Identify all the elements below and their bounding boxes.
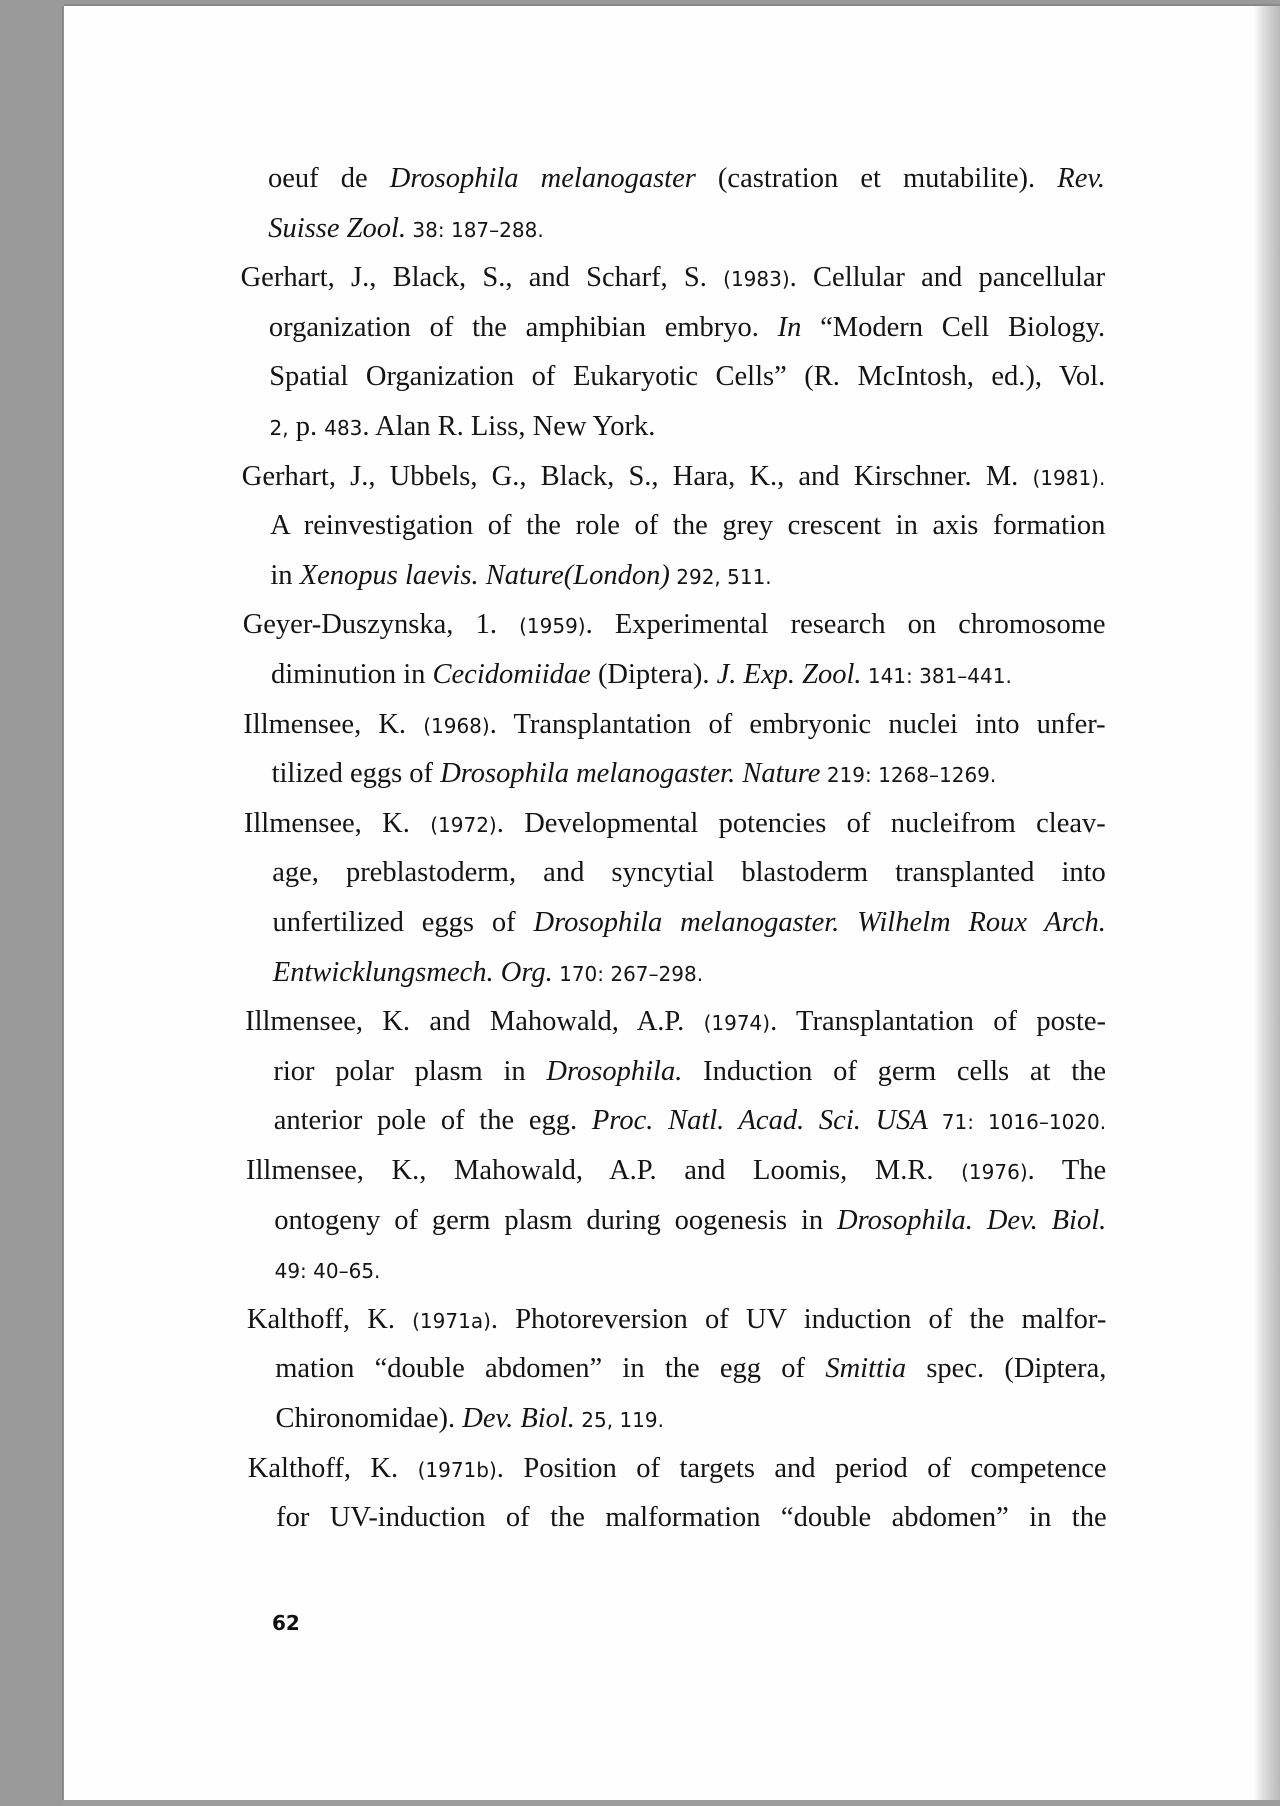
numeral-text: (1983) (723, 267, 790, 292)
text: . Transplantation of embryonic nuclei into unfer- (489, 708, 1106, 740)
numeral-text: 71: 1016–1020. (927, 1110, 1107, 1135)
numeral-text: (1968) (423, 713, 490, 738)
numeral-text: 49: 40–65. (274, 1259, 381, 1284)
text: diminution in (271, 659, 433, 690)
reference-entry-line (273, 906, 1106, 940)
reference-entry-line (276, 1402, 1107, 1437)
reference-entry-line (276, 1501, 1107, 1535)
italic-text: In (777, 311, 802, 343)
text: . Developmental potencies of nucleifrom cleav- (496, 807, 1106, 839)
text: Kalthoff, K. (247, 1452, 418, 1484)
italic-text: Xenopus laevis. Nature(London) (299, 559, 670, 591)
reference-entry-first-line (244, 807, 1106, 842)
numeral-text: 38: 187–288. (406, 217, 544, 242)
text: p. (288, 411, 325, 442)
text: anterior pole of the egg. (273, 1105, 592, 1137)
text: . Alan R. Liss, New York. (362, 411, 656, 442)
reference-entry-line (275, 1253, 1107, 1288)
reference-entry-first-line (245, 1005, 1106, 1040)
text: Chironomidae). (275, 1403, 463, 1434)
numeral-text: (1972) (430, 812, 497, 837)
text: Geyer-Duszynska, 1. (242, 609, 520, 641)
reference-entry-line (270, 410, 1106, 445)
numeral-text: 141: 381–441. (861, 664, 1012, 688)
italic-text: Drosophila melanogaster. Nature (440, 758, 821, 790)
text: unfertilized eggs of (272, 907, 534, 938)
text: organization of the amphibian embryo. (268, 311, 778, 343)
reference-entry-line (270, 509, 1105, 543)
page-bottom-edge (62, 1800, 1280, 1806)
italic-text: Drosophila. (546, 1055, 683, 1087)
page-edge-shadow (1254, 6, 1280, 1802)
text: . Cellular and pancellular (789, 262, 1106, 294)
reference-entry-line (268, 162, 1105, 196)
italic-text: Dev. Biol. (462, 1403, 575, 1434)
reference-entry-line (269, 311, 1105, 345)
numeral-text: 25, 119. (574, 1408, 664, 1432)
text: . Position of targets and period of competence (496, 1452, 1107, 1484)
reference-entry-first-line (246, 1154, 1106, 1189)
italic-text: Drosophila melanogaster (389, 163, 696, 194)
numeral-text: (1971b) (417, 1457, 497, 1482)
text: mation “double abdomen” in the egg of (275, 1353, 826, 1385)
reference-entry-line (275, 1352, 1106, 1386)
numeral-text: (1976) (961, 1160, 1028, 1184)
text: Illmensee, K. (243, 807, 431, 839)
reference-entry-line (273, 1055, 1106, 1089)
reference-entry-line (274, 1204, 1106, 1238)
text: Induction of germ cells at the (682, 1055, 1107, 1087)
reference-entry-first-line (241, 261, 1106, 296)
italic-text: Cecidomiidae (432, 659, 591, 690)
italic-text: Rev. (1057, 163, 1105, 194)
reference-entry-line (272, 757, 1106, 792)
italic-text: Proc. Natl. Acad. Sci. USA (591, 1105, 928, 1137)
page-number: 62 (272, 1611, 300, 1635)
reference-entry-line (268, 212, 1105, 247)
text: . Photoreversion of UV induction of the malfor- (490, 1303, 1107, 1335)
numeral-text: 219: 1268–1269. (820, 763, 997, 788)
reference-entry-line (271, 658, 1106, 693)
numeral-text: 483 (324, 416, 363, 440)
text: age, preblastoderm, and syncytial blastoderm transplanted into (272, 857, 1106, 889)
numeral-text: 170: 267–298. (552, 961, 704, 986)
text: Illmensee, K., Mahowald, A.P. and Loomis, M.R. (246, 1155, 962, 1186)
reference-entry-line (272, 856, 1106, 890)
text: Spatial Organization of Eukaryotic Cells” (R. McIntosh, ed.), Vol. (269, 361, 1106, 393)
reference-entry-line (270, 559, 1105, 594)
text: Illmensee, K. and Mahowald, A.P. (245, 1006, 704, 1038)
text: oeuf de (268, 163, 390, 194)
numeral-text: (1981). (1032, 465, 1106, 490)
reference-entry-first-line (243, 708, 1105, 743)
text: . Experimental research on chromosome (585, 609, 1106, 641)
text: Illmensee, K. (243, 708, 424, 740)
italic-text: Drosophila melanogaster. Wilhelm Roux Arch. (533, 907, 1106, 938)
text: “Modern Cell Biology. (801, 311, 1106, 343)
numeral-text: 2, (269, 416, 289, 440)
text: Kalthoff, K. (246, 1303, 413, 1335)
text: . Transplantation of poste- (770, 1006, 1106, 1038)
reference-entry-first-line (248, 1452, 1107, 1487)
text: ontogeny of germ plasm during oogenesis in (274, 1204, 838, 1236)
italic-text: J. Exp. Zool. (716, 659, 862, 690)
italic-text: Drosophila. Dev. Biol. (837, 1204, 1107, 1236)
numeral-text: (1974) (703, 1011, 771, 1036)
text: for UV-induction of the malformation “double abdomen” in the (276, 1502, 1107, 1534)
italic-text: Suisse Zool. (268, 212, 407, 244)
text: (Diptera). (590, 659, 717, 690)
reference-entry-line (274, 1104, 1106, 1139)
reference-entry-first-line (243, 608, 1106, 643)
reference-entry-first-line (247, 1303, 1106, 1338)
numeral-text: (1959) (519, 614, 586, 639)
text: spec. (Diptera, (906, 1353, 1107, 1385)
reference-entry-line (269, 360, 1105, 394)
reference-entry-first-line (242, 460, 1106, 495)
text: Gerhart, J., Ubbels, G., Black, S., Hara, K., and Kirschner. M. (241, 460, 1033, 492)
italic-text: Entwicklungsmech. Org. (272, 956, 553, 988)
text: in (270, 559, 300, 591)
text: (castration et mutabilite). (695, 163, 1058, 194)
numeral-text: 292, 511. (669, 564, 772, 589)
reference-entry-line (273, 956, 1106, 991)
italic-text: Smittia (825, 1353, 907, 1385)
text: . The (1027, 1155, 1107, 1186)
numeral-text: (1971a) (412, 1308, 491, 1333)
text: rior polar plasm in (273, 1055, 547, 1087)
text: A reinvestigation of the role of the grey crescent in axis formation (270, 510, 1106, 542)
text: tilized eggs of (271, 758, 441, 790)
text: Gerhart, J., Black, S., and Scharf, S. (240, 262, 724, 294)
